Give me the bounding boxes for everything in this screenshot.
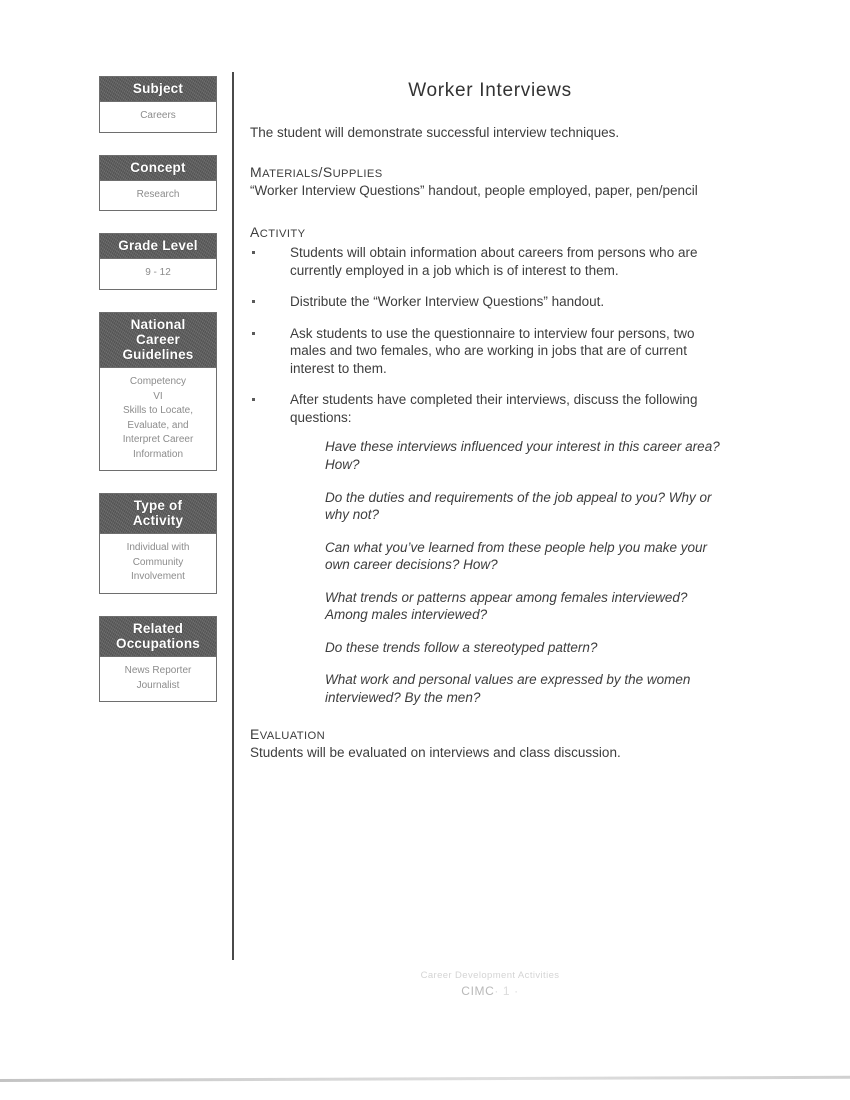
- section-heading-evaluation: [250, 726, 730, 742]
- heading-line: Concept: [130, 159, 186, 175]
- heading-smallcaps: ATERIALS: [262, 168, 319, 181]
- sidebar-card-heading: [100, 617, 216, 656]
- heading-line: Career: [136, 331, 180, 347]
- page-title: Worker Interviews: [408, 80, 572, 101]
- heading-line: Guidelines: [122, 347, 194, 363]
- column-divider-rule: [232, 72, 234, 960]
- section-heading-activity: [250, 224, 730, 240]
- objective-statement: The student will demonstrate successful interview techniques.: [250, 125, 620, 140]
- heading-smallcaps: VALUATION: [259, 730, 326, 743]
- sidebar-card-heading: [100, 494, 216, 533]
- heading-line: Grade Level: [118, 238, 198, 254]
- heading-smallcaps: CTIVITY: [259, 228, 306, 241]
- body-line: Community: [132, 556, 184, 568]
- body-group: [104, 679, 212, 694]
- body-line: Individual with: [126, 542, 190, 554]
- body-line: Research: [136, 188, 180, 200]
- sidebar-card-body: [100, 180, 216, 211]
- list-item: [250, 391, 730, 706]
- list-item: [250, 325, 730, 378]
- materials-body: “Worker Interview Questions” handout, people employed, paper, pen/pencil: [250, 183, 698, 199]
- main-content: [250, 76, 730, 786]
- body-group: [104, 266, 212, 281]
- sidebar-card-heading: [100, 77, 216, 101]
- bullet-text: Students will obtain information about careers from persons who are currently employed in a job which is of interest to them.: [290, 245, 698, 278]
- sidebar-card-heading: [100, 234, 216, 258]
- heading-line: Subject: [132, 81, 184, 96]
- sidebar-card-body: [100, 533, 216, 593]
- heading-line: Activity: [132, 513, 184, 529]
- sidebar-card-type-of-activity: [99, 493, 217, 594]
- bullet-icon: [252, 332, 255, 335]
- sidebar-card-concept: [99, 155, 217, 212]
- list-item: Do these trends follow a stereotyped pattern?: [325, 639, 598, 655]
- list-item: Do the duties and requirements of the job appeal to you? Why or why not?: [325, 489, 712, 523]
- bullet-icon: [252, 398, 255, 401]
- body-group: [104, 541, 212, 585]
- bullet-icon: [252, 300, 255, 303]
- footer-page-number: · 1 ·: [494, 984, 519, 998]
- section-evaluation: [250, 726, 730, 762]
- activity-bullet-list: [250, 244, 730, 706]
- sidebar-card-heading: [100, 313, 216, 367]
- evaluation-body: Students will be evaluated on interviews and class discussion.: [250, 745, 621, 761]
- heading-slash: /: [318, 164, 323, 181]
- body-group: [104, 404, 212, 462]
- body-line: Interpret Career: [122, 434, 194, 446]
- sidebar-card-body: [100, 258, 216, 289]
- body-line: Evaluate, and: [127, 419, 189, 431]
- heading-cap: E: [250, 726, 260, 743]
- sidebar-card-national-career-guidelines: [99, 312, 217, 471]
- sidebar: [99, 76, 217, 724]
- sidebar-card-body: [100, 101, 216, 132]
- bullet-icon: [252, 251, 255, 254]
- heading-cap: A: [250, 224, 260, 241]
- sidebar-card-related-occupations: [99, 616, 217, 702]
- page-footer: [250, 970, 730, 998]
- list-item: Have these interviews influenced your interest in this career area? How?: [325, 439, 720, 472]
- heading-cap: S: [322, 164, 333, 181]
- bullet-text: Ask students to use the questionnaire to interview four persons, two males and two females, who are working in jobs that are of current interest to them.: [290, 325, 695, 376]
- body-line: Competency: [129, 376, 187, 388]
- body-group: [104, 375, 212, 404]
- discussion-questions-list: [290, 438, 730, 706]
- list-item: What trends or patterns appear among females interviewed? Among males interviewed?: [325, 589, 688, 623]
- heading-line: Occupations: [116, 635, 200, 651]
- bullet-text: Distribute the “Worker Interview Questions” handout.: [290, 294, 605, 310]
- body-line: 9 - 12: [145, 267, 171, 279]
- scan-edge-line: [0, 1076, 850, 1082]
- footer-publisher: CIMC: [461, 984, 495, 998]
- sidebar-card-body: [100, 367, 216, 470]
- footer-publisher-line: [250, 984, 730, 998]
- body-line: VI: [153, 390, 163, 402]
- heading-smallcaps: UPPLIES: [332, 168, 383, 181]
- body-line: Information: [132, 448, 184, 460]
- body-line: Careers: [140, 110, 176, 122]
- body-group: [104, 188, 212, 203]
- sidebar-card-body: [100, 656, 216, 701]
- section-activity: [250, 224, 730, 706]
- bullet-text: After students have completed their interviews, discuss the following questions:: [290, 392, 698, 425]
- sidebar-card-heading: [100, 156, 216, 180]
- heading-line: Related: [132, 620, 184, 636]
- heading-cap: M: [250, 164, 263, 181]
- list-item: What work and personal values are expressed by the women interviewed? By the men?: [325, 672, 691, 705]
- section-heading-materials: [250, 164, 730, 180]
- body-group: [104, 109, 212, 124]
- body-line: Involvement: [131, 571, 185, 583]
- list-item: [250, 293, 730, 311]
- body-line: Skills to Locate,: [122, 405, 194, 417]
- footer-series-title: Career Development Activities: [420, 970, 560, 981]
- body-group: [104, 664, 212, 679]
- section-materials-supplies: [250, 164, 730, 200]
- sidebar-card-subject: [99, 76, 217, 133]
- body-line: Journalist: [136, 679, 180, 691]
- heading-line: Type of: [133, 498, 183, 514]
- body-line: News Reporter: [124, 665, 192, 677]
- list-item: [250, 244, 730, 279]
- list-item: Can what you’ve learned from these people help you make your own career decisions? How?: [325, 539, 707, 573]
- sidebar-card-grade-level: [99, 233, 217, 290]
- heading-line: National: [130, 316, 186, 332]
